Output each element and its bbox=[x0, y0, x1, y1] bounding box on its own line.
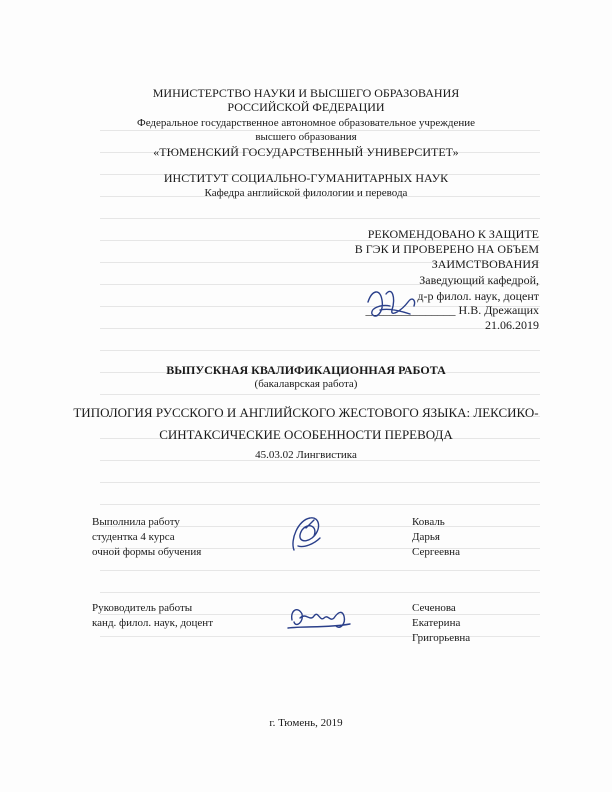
author-patronymic: Сергеевна bbox=[412, 546, 460, 558]
author-surname: Коваль bbox=[412, 516, 445, 528]
approval-date: 21.06.2019 bbox=[485, 318, 539, 332]
author-name: Дарья bbox=[412, 531, 440, 543]
institute-name: ИНСТИТУТ СОЦИАЛЬНО-ГУМАНИТАРНЫХ НАУК bbox=[163, 171, 449, 185]
thesis-type: ВЫПУСКНАЯ КВАЛИФИКАЦИОННАЯ РАБОТА bbox=[166, 363, 446, 377]
head-of-department-degree: д-р филол. наук, доцент bbox=[417, 289, 539, 303]
supervisor-signature bbox=[284, 598, 356, 638]
approval-line-2: В ГЭК И ПРОВЕРЕНО НА ОБЪЕМ bbox=[354, 242, 539, 256]
head-of-department-signature bbox=[362, 280, 422, 324]
thesis-degree: (бакалаврская работа) bbox=[254, 378, 358, 390]
author-signature bbox=[284, 510, 330, 556]
thesis-title-line-2: СИНТАКСИЧЕСКИЕ ОСОБЕННОСТИ ПЕРЕВОДА bbox=[159, 427, 453, 442]
department-name: Кафедра английской филологии и перевода bbox=[204, 187, 408, 199]
author-role-line-3: очной формы обучения bbox=[92, 546, 202, 558]
ministry-line-2: РОССИЙСКОЙ ФЕДЕРАЦИИ bbox=[227, 100, 385, 114]
supervisor-surname: Сеченова bbox=[412, 602, 456, 614]
supervisor-role-line-1: Руководитель работы bbox=[92, 602, 193, 614]
university-name: «ТЮМЕНСКИЙ ГОСУДАРСТВЕННЫЙ УНИВЕРСИТЕТ» bbox=[153, 145, 459, 159]
head-of-department-signature-line: _______________ Н.В. Дрежащих bbox=[365, 303, 539, 317]
supervisor-role-line-2: канд. филол. наук, доцент bbox=[92, 617, 214, 629]
bleed-through-lines bbox=[100, 130, 540, 670]
supervisor-patronymic: Григорьевна bbox=[412, 632, 471, 644]
author-role-line-2: студентка 4 курса bbox=[92, 531, 175, 543]
author-role-line-1: Выполнила работу bbox=[92, 516, 180, 528]
supervisor-name: Екатерина bbox=[412, 617, 461, 629]
institution-type-line-2: высшего образования bbox=[255, 131, 357, 143]
approval-line-1: РЕКОМЕНДОВАНО К ЗАЩИТЕ bbox=[367, 227, 539, 241]
specialty-code: 45.03.02 Лингвистика bbox=[255, 449, 357, 461]
head-of-department-title: Заведующий кафедрой, bbox=[419, 273, 539, 287]
ministry-line-1: МИНИСТЕРСТВО НАУКИ И ВЫСШЕГО ОБРАЗОВАНИЯ bbox=[152, 86, 460, 100]
city-year: г. Тюмень, 2019 bbox=[269, 717, 343, 729]
approval-line-3: ЗАИМСТВОВАНИЯ bbox=[431, 257, 539, 271]
thesis-title-line-1: ТИПОЛОГИЯ РУССКОГО И АНГЛИЙСКОГО ЖЕСТОВОГО ЯЗЫКА: ЛЕКСИКО- bbox=[73, 405, 539, 420]
institution-type-line-1: Федеральное государственное автономное образовательное учреждение bbox=[137, 117, 475, 129]
